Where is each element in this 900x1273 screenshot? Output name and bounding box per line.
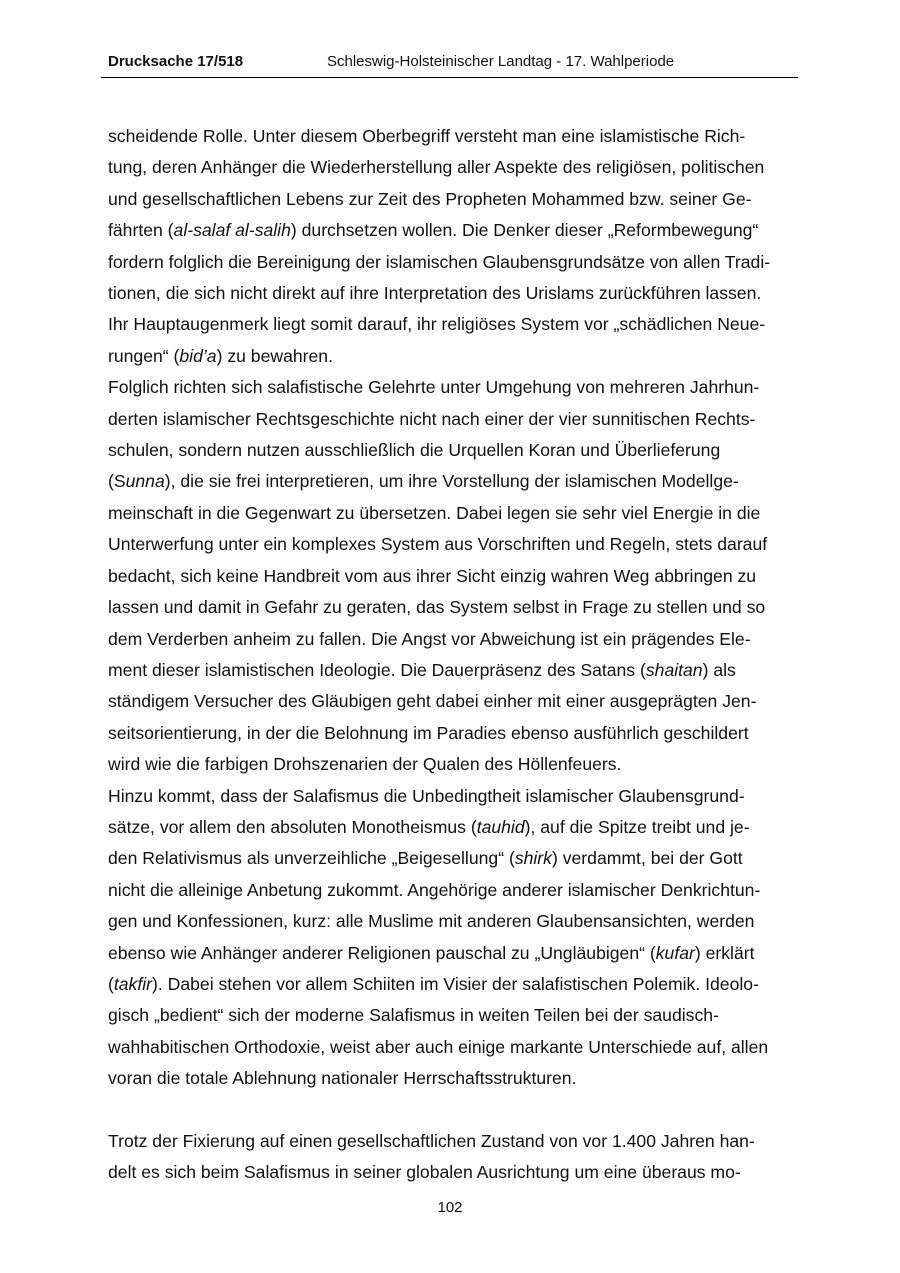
text-line — [108, 812, 798, 843]
text-run: ), auf die Spitze treibt und je- — [524, 816, 750, 837]
document-source: Schleswig-Holsteinischer Landtag - 17. Wahlperiode — [327, 53, 675, 70]
text-run: ), die sie frei interpretieren, um ihre Vorstellung der islamischen Modellge- — [164, 471, 739, 492]
text-line: tionen, die sich nicht direkt auf ihre Interpretation des Urislams zurückführen lassen. — [108, 283, 762, 304]
text-line: nicht die alleinige Anbetung zukommt. Angehörige anderer islamischer Denkrichtun- — [108, 879, 761, 900]
text-line: wird wie die farbigen Drohszenarien der Qualen des Höllenfeuers. — [108, 754, 622, 775]
italic-term: bid’a — [179, 345, 217, 366]
text-line — [108, 938, 798, 969]
text-run: ) durchsetzen wollen. Die Denker dieser „Reformbewegung“ — [290, 220, 759, 241]
italic-term: al-salaf al-salih — [173, 220, 291, 241]
text-run: (S — [108, 471, 126, 492]
text-line: voran die totale Ablehnung nationaler Herrschaftsstrukturen. — [108, 1068, 577, 1089]
text-line — [108, 215, 798, 246]
text-line: Hinzu kommt, dass der Salafismus die Unbedingtheit islamischer Glaubensgrund- — [108, 785, 745, 806]
italic-term: kufar — [655, 942, 695, 963]
text-run: ). Dabei stehen vor allem Schiiten im Visier der salafistischen Polemik. Ideolo- — [152, 973, 759, 994]
text-run: ment dieser islamistischen Ideologie. Die Dauerpräsenz des Satans ( — [108, 659, 646, 680]
document-number: Drucksache 17/518 — [108, 53, 244, 70]
text-run: ) zu bewahren. — [216, 345, 333, 366]
text-line — [108, 843, 798, 874]
italic-term: unna — [125, 471, 165, 492]
text-line: schulen, sondern nutzen ausschließlich die Urquellen Koran und Überlieferung — [108, 440, 721, 461]
text-line: lassen und damit in Gefahr zu geraten, das System selbst in Frage zu stellen und so — [108, 597, 766, 618]
page-header — [101, 52, 798, 78]
text-line: dem Verderben anheim zu fallen. Die Angst vor Abweichung ist ein prägendes Ele- — [108, 628, 751, 649]
text-line — [108, 655, 798, 686]
text-line — [108, 341, 798, 372]
text-line — [108, 466, 798, 497]
text-line: ständigem Versucher des Gläubigen geht dabei einher mit einer ausgeprägten Jen- — [108, 691, 757, 712]
text-run: ) als — [702, 659, 736, 680]
text-run: ) verdammt, bei der Gott — [551, 848, 743, 869]
text-line: und gesellschaftlichen Lebens zur Zeit des Propheten Mohammed bzw. seiner Ge- — [108, 188, 752, 209]
page-number: 102 — [437, 1199, 463, 1216]
italic-term: shaitan — [645, 659, 703, 680]
text-line: gisch „bedient“ sich der moderne Salafismus in weiten Teilen bei der saudisch- — [108, 1005, 719, 1026]
text-line: Folglich richten sich salafistische Gelehrte unter Umgehung von mehreren Jahrhun- — [108, 377, 760, 398]
text-line: Ihr Hauptaugenmerk liegt somit darauf, ihr religiöses System vor „schädlichen Neue- — [108, 314, 766, 335]
text-run: sätze, vor allem den absoluten Monotheismus ( — [108, 816, 477, 837]
text-run: ( — [108, 973, 114, 994]
italic-term: takfir — [113, 973, 152, 994]
text-line: Unterwerfung unter ein komplexes System aus Vorschriften und Regeln, stets darauf — [108, 534, 768, 555]
text-line: wahhabitischen Orthodoxie, weist aber auch einige markante Unterschiede auf, allen — [108, 1036, 769, 1057]
text-line: scheidende Rolle. Unter diesem Oberbegriff versteht man eine islamistische Rich- — [108, 126, 746, 146]
text-run: fährten ( — [108, 220, 174, 241]
text-line: bedacht, sich keine Handbreit vom aus ihrer Sicht einzig wahren Weg abbringen zu — [108, 565, 757, 586]
italic-term: tauhid — [476, 816, 525, 837]
paragraph-gap — [108, 1095, 798, 1126]
text-line: fordern folglich die Bereinigung der islamischen Glaubensgrundsätze von allen Tradi- — [108, 251, 771, 272]
text-run: rungen“ ( — [108, 345, 180, 366]
text-run: den Relativismus als unverzeihliche „Beigesellung“ ( — [108, 848, 515, 869]
text-run: ebenso wie Anhänger anderer Religionen pauschal zu „Ungläubigen“ ( — [108, 942, 656, 963]
text-line: meinschaft in die Gegenwart zu übersetzen. Dabei legen sie sehr viel Energie in die — [108, 502, 761, 523]
text-line: derten islamischer Rechtsgeschichte nicht nach einer der vier sunnitischen Rechts- — [108, 408, 756, 429]
text-line — [108, 969, 798, 1000]
text-line: Trotz der Fixierung auf einen gesellschaftlichen Zustand von vor 1.400 Jahren han- — [108, 1130, 755, 1151]
text-line: gen und Konfessionen, kurz: alle Muslime mit anderen Glaubensansichten, werden — [108, 911, 755, 932]
italic-term: shirk — [514, 848, 552, 869]
text-line: tung, deren Anhänger die Wiederherstellung aller Aspekte des religiösen, politischen — [108, 157, 765, 178]
text-line: seitsorientierung, in der die Belohnung im Paradies ebenso ausführlich geschildert — [108, 722, 749, 743]
body-text — [108, 121, 798, 1189]
text-run: ) erklärt — [694, 942, 755, 963]
text-line: delt es sich beim Salafismus in seiner globalen Ausrichtung um eine überaus mo- — [108, 1162, 741, 1183]
